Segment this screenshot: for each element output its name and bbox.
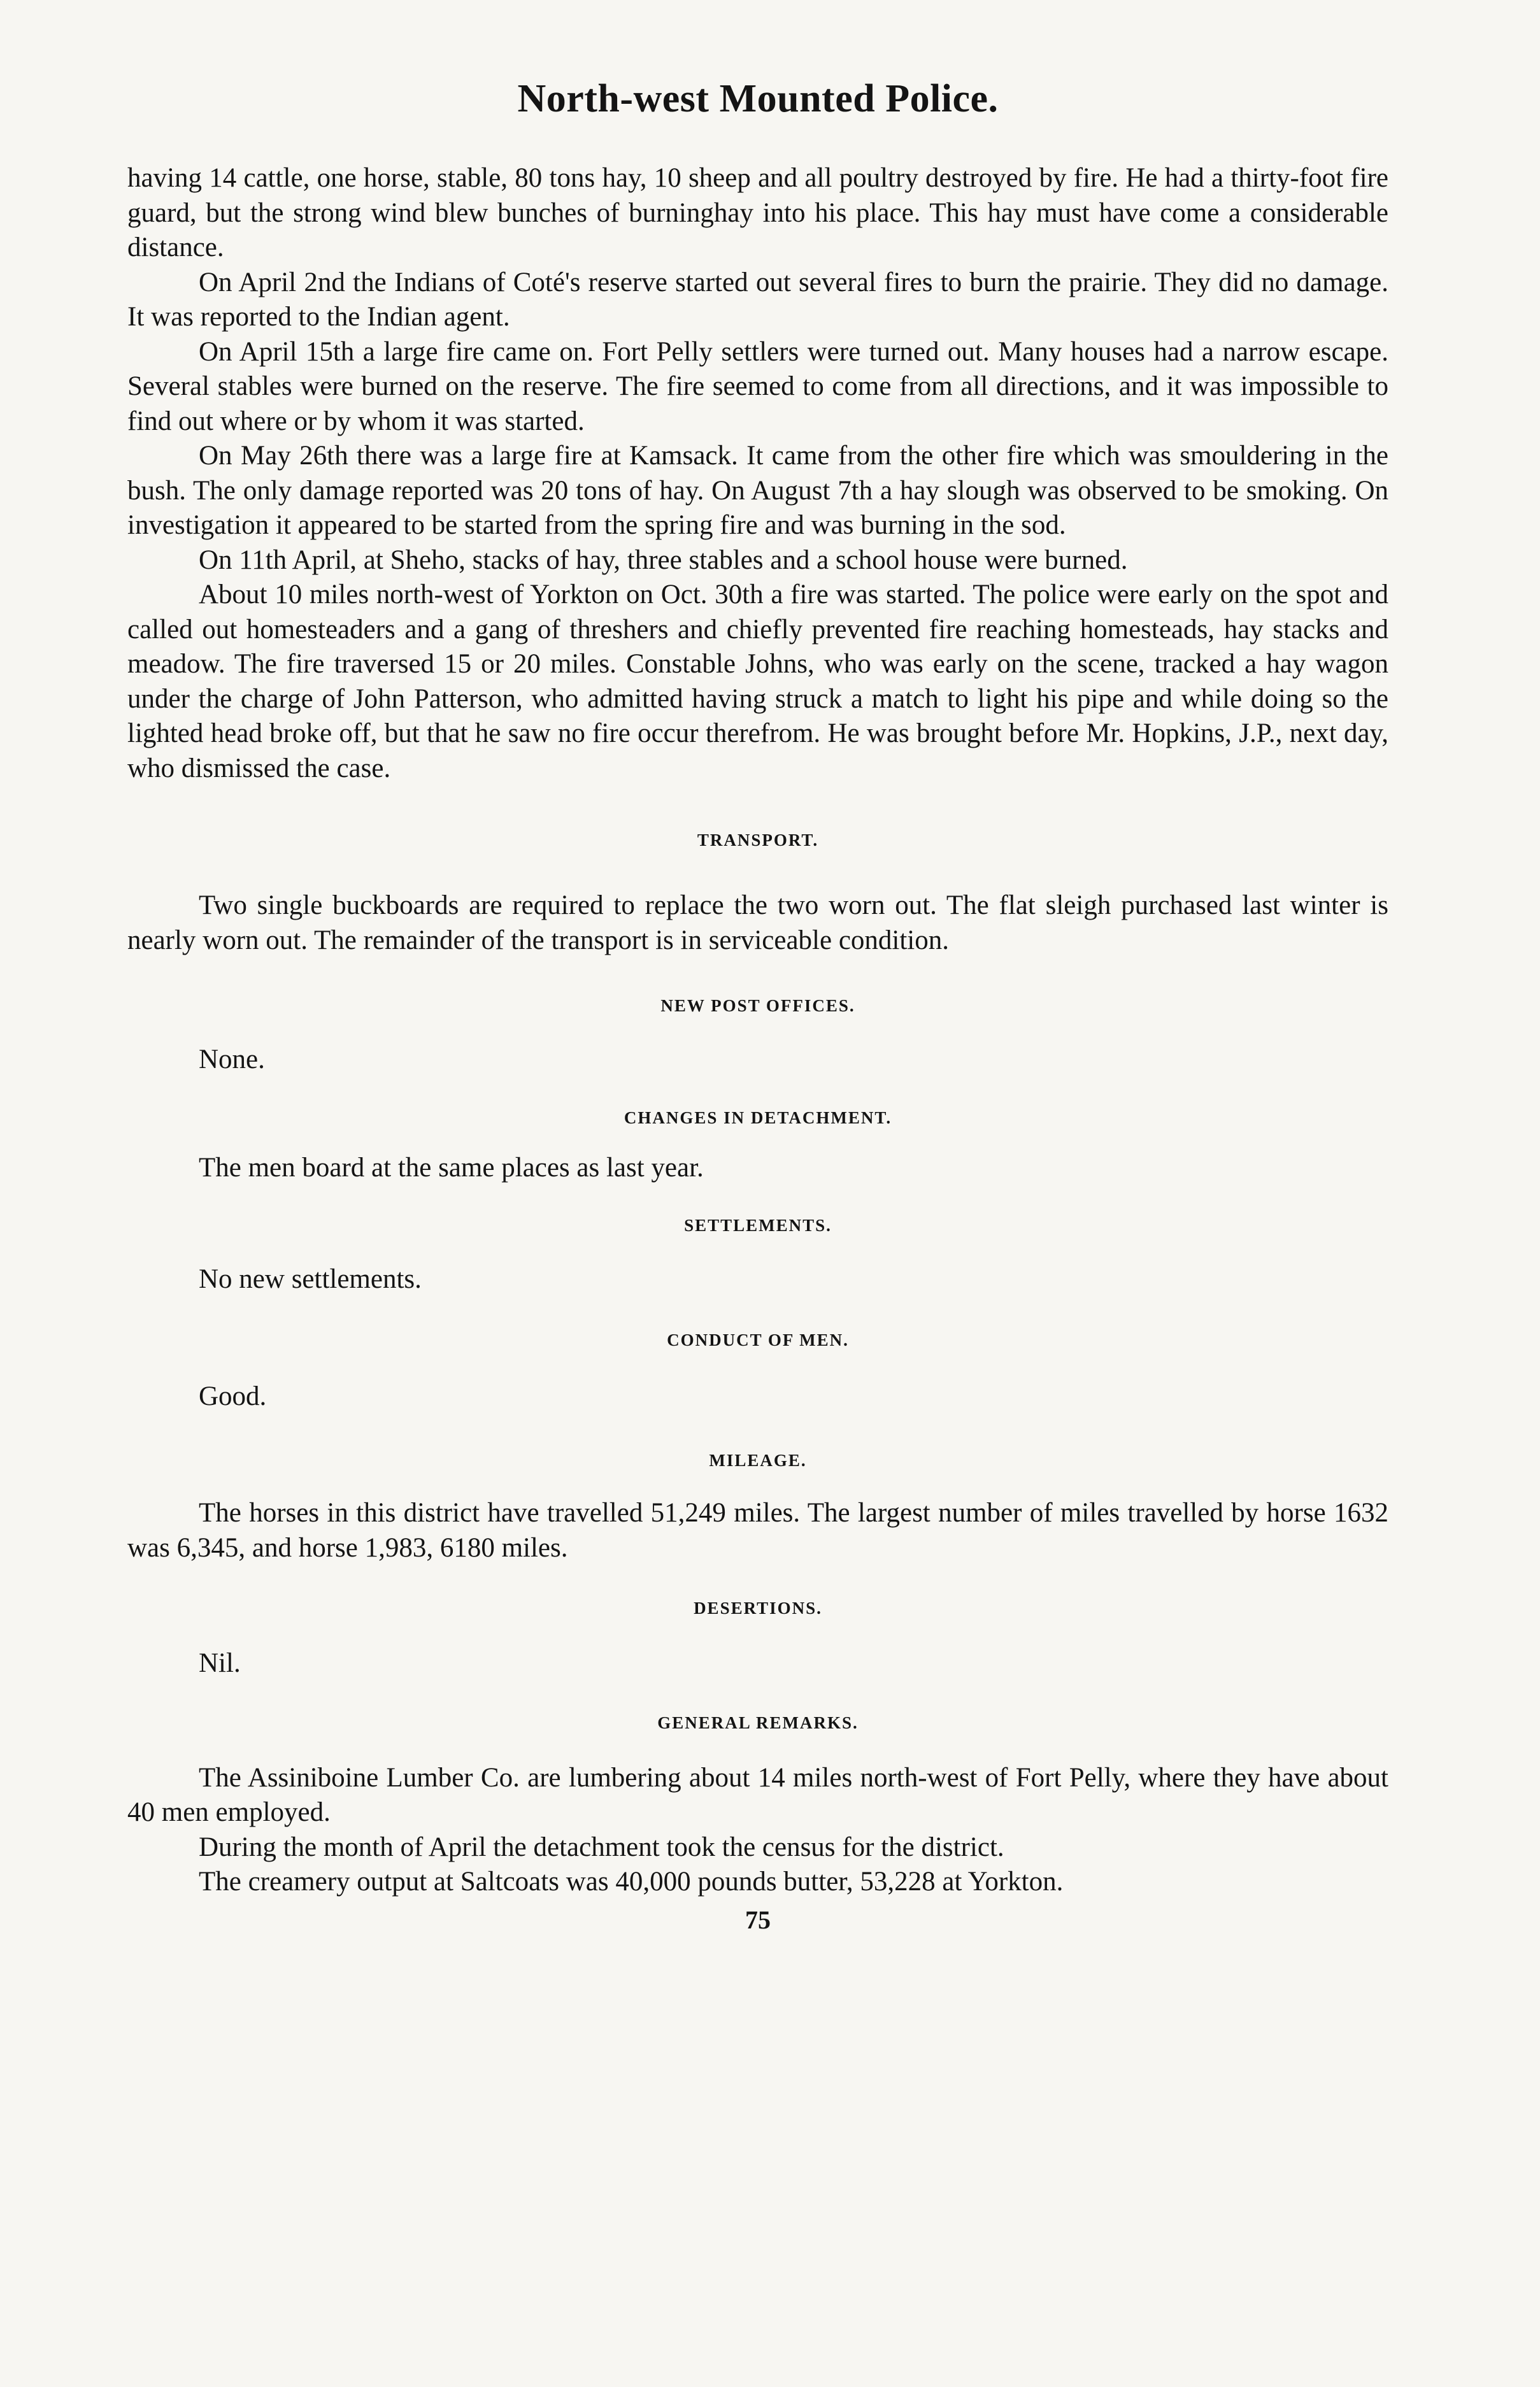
transport-paragraph: Two single buckboards are required to replace the two worn out. The flat sleigh purchased last winter is nearly worn out. The remainder of the transport is in serviceable condition. xyxy=(127,890,1388,955)
new-post-offices-text: None. xyxy=(199,1044,265,1074)
settlements-text: No new settlements. xyxy=(199,1264,422,1294)
paragraph: On May 26th there was a large fire at Kamsack. It came from the other fire which was smouldering in the bush. The only damage reported was 20 tons of hay. On August 7th a hay slough was observed to be smoking. On investigation it appeared to be started from the spring fire and was burning in the sod. xyxy=(127,441,1388,540)
paragraph: On April 2nd the Indians of Coté's reserve started out several fires to burn the prairie. They did no damage. It was reported to the Indian agent. xyxy=(127,267,1388,332)
running-title: North-west Mounted Police. xyxy=(517,77,999,120)
page-number: 75 xyxy=(745,1905,771,1934)
general-remarks-section xyxy=(127,1761,1388,1900)
fires-section xyxy=(127,161,1388,786)
section-heading-general-remarks: GENERAL REMARKS. xyxy=(657,1713,859,1732)
paragraph: having 14 cattle, one horse, stable, 80 tons hay, 10 sheep and all poultry destroyed by fire. He had a thirty-foot fire guard, but the strong wind blew bunches of burninghay into his place. This hay must have come a considerable distance. xyxy=(127,163,1388,262)
section-heading-conduct-of-men: CONDUCT OF MEN. xyxy=(667,1330,849,1350)
paragraph: The Assiniboine Lumber Co. are lumbering about 14 miles north-west of Fort Pelly, where they have about 40 men employed. xyxy=(127,1762,1388,1827)
desertions-text: Nil. xyxy=(199,1648,241,1678)
paragraph: The creamery output at Saltcoats was 40,000 pounds butter, 53,228 at Yorkton. xyxy=(199,1867,1064,1897)
conduct-of-men-text: Good. xyxy=(199,1381,267,1411)
section-heading-new-post-offices: NEW POST OFFICES. xyxy=(660,996,855,1015)
paragraph: About 10 miles north-west of Yorkton on Oct. 30th a fire was started. The police were early on the spot and called out homesteaders and a gang of threshers and chiefly prevented fire reaching homesteads, hay stacks and meadow. The fire traversed 15 or 20 miles. Constable Johns, who was early on the scene, tracked a hay wagon under the charge of John Patterson, who admitted having struck a match to light his pipe and while doing so the lighted head broke off, but that he saw no fire occur therefrom. He was brought before Mr. Hopkins, J.P., next day, who dismissed the case. xyxy=(127,580,1388,783)
section-heading-settlements: SETTLEMENTS. xyxy=(684,1216,832,1235)
section-heading-transport: TRANSPORT. xyxy=(697,830,819,850)
paragraph: During the month of April the detachment took the census for the district. xyxy=(199,1832,1004,1862)
paragraph: On April 15th a large fire came on. Fort Pelly settlers were turned out. Many houses had a narrow escape. Several stables were burned on the reserve. The fire seemed to come from all directions, and it was impossible to find out where or by whom it was started. xyxy=(127,336,1388,436)
mileage-paragraph: The horses in this district have travelled 51,249 miles. The largest number of miles travelled by horse 1632 was 6,345, and horse 1,983, 6180 miles. xyxy=(127,1498,1388,1563)
section-heading-mileage: MILEAGE. xyxy=(709,1451,807,1470)
section-heading-desertions: DESERTIONS. xyxy=(694,1599,822,1618)
document-page xyxy=(127,76,1388,1935)
paragraph: On 11th April, at Sheho, stacks of hay, three stables and a school house were burned. xyxy=(199,545,1128,575)
section-heading-changes-in-detachment: CHANGES IN DETACHMENT. xyxy=(624,1108,892,1127)
changes-in-detachment-text: The men board at the same places as last year. xyxy=(199,1152,704,1183)
